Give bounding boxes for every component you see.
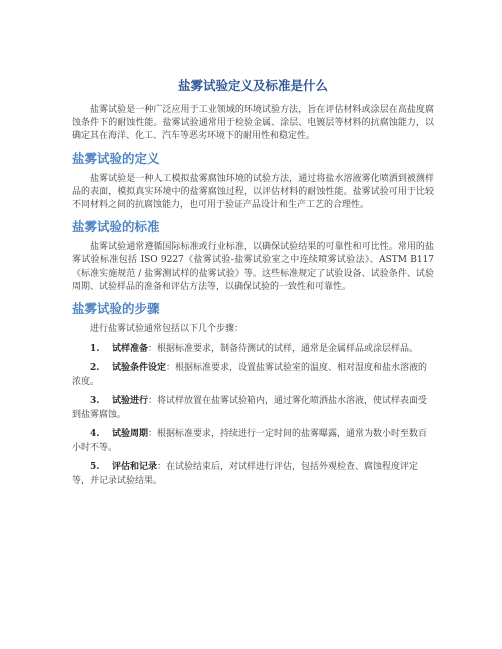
list-item	[72, 460, 434, 488]
step-number: 4.	[90, 429, 100, 440]
step-number: 5.	[90, 462, 100, 473]
steps-list	[72, 342, 434, 488]
section-body-steps: 进行盐雾试验通常包括以下几个步骤：	[90, 324, 244, 335]
step-text: ：根据标准要求，设置盐雾试验室的温度、相对湿度和盐水溶液的浓度。	[72, 363, 428, 388]
list-item	[72, 427, 434, 455]
section-heading-definition: 盐雾试验的定义	[72, 150, 160, 166]
step-text: ：在试验结束后，对试样进行评估，包括外观检查、腐蚀程度评定等，并记录试验结果。	[72, 462, 419, 487]
step-name: 试验周期	[112, 429, 149, 440]
list-item	[72, 361, 434, 389]
list-item	[72, 342, 434, 356]
step-text: ：根据标准要求，持续进行一定时间的盐雾曝露，通常为数小时至数百小时不等。	[72, 429, 428, 454]
step-name: 评估和记录	[112, 462, 158, 473]
step-name: 试样准备	[112, 344, 149, 355]
section-body-standards: 盐雾试验通常遵循国际标准或行业标准，以确保试验结果的可靠性和可比性。常用的盐雾试验标准包括 ISO 9227《盐雾试验-盐雾试验室之中连续喷雾试验法》、ASTM B117《标准实施规范 / 盐雾测试样的盐雾试验》等。这些标准规定了试验设备、试验条件、试验周期、试验样品的准备和评估方法等，以确保试验的一致性和可靠性。	[72, 242, 434, 292]
step-name: 试验条件设定	[112, 363, 167, 374]
step-name: 试验进行	[112, 396, 149, 407]
step-text: ：将试样放置在盐雾试验箱内，通过雾化喷洒盐水溶液，使试样表面受到盐雾腐蚀。	[72, 396, 428, 421]
document-title: 盐雾试验定义及标准是什么	[177, 78, 328, 93]
section-heading-standards: 盐雾试验的标准	[72, 219, 160, 235]
step-number: 3.	[90, 396, 100, 407]
list-item	[72, 394, 434, 422]
section-body-definition: 盐雾试验是一种人工模拟盐雾腐蚀环境的试验方法，通过将盐水溶液雾化喷洒到被测样品的表面，模拟真实环境中的盐雾腐蚀过程，以评估材料的耐蚀性能。盐雾试验可用于比较不同材料之间的抗腐蚀能力，也可用于验证产品设计和生产工艺的合理性。	[72, 173, 434, 211]
step-text: ：根据标准要求，制备待测试的试样，通常是金属样品或涂层样品。	[148, 344, 419, 355]
step-number: 2.	[90, 363, 100, 374]
section-heading-steps: 盐雾试验的步骤	[72, 301, 160, 317]
step-number: 1.	[90, 344, 100, 355]
intro-paragraph: 盐雾试验是一种广泛应用于工业领域的环境试验方法，旨在评估材料或涂层在高盐度腐蚀条件下的耐蚀性能。盐雾试验通常用于检验金属、涂层、电镀层等材料的抗腐蚀能力，以确定其在海洋、化工、汽车等恶劣环境下的耐用性和稳定性。	[72, 105, 434, 142]
document-page	[72, 78, 434, 493]
